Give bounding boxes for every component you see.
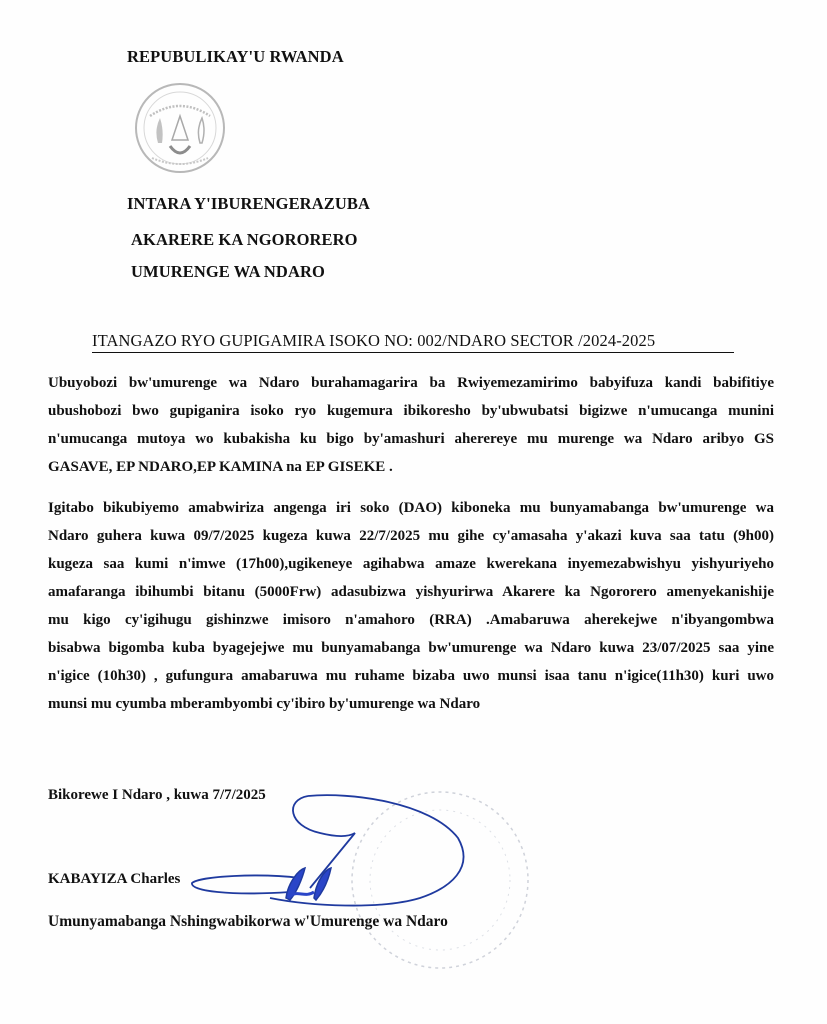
announcement-title: ITANGAZO RYO GUPIGAMIRA ISOKO NO: 002/NDARO SECTOR /2024-2025 [92,331,734,353]
republic-heading: REPUBULIKAY'U RWANDA [127,47,344,66]
paragraph-line: Igitabo bikubiyemo amabwiriza angenga iri soko (DAO) kiboneka mu bunyamabanga bw'umurenge wa [48,500,774,516]
district-heading: AKARERE KA NGORORERO [131,230,358,249]
province-heading: INTARA Y'IBURENGERAZUBA [127,194,370,213]
paragraph-line: n'umucanga mutoya wo kubakisha ku bigo by'amashuri aherereye mu murenge wa Ndaro aribyo GS [48,431,774,447]
place-and-date: Bikorewe I Ndaro , kuwa 7/7/2025 [48,787,266,803]
paragraph-line: mu kigo cy'igihugu gishinzwe imisoro n'amahoro (RRA) .Amabaruwa aherekejwe n'ibyangombwa [48,612,774,628]
paragraph-line: Ndaro guhera kuwa 09/7/2025 kugeza kuwa 22/7/2025 mu gihe cy'amasaha y'akazi kuva saa tatu (9h00) [48,528,774,544]
paragraph-line: Ubuyobozi bw'umurenge wa Ndaro burahamagarira ba Rwiyemezamirimo babyifuza kandi babifitiye [48,375,774,391]
paragraph-line: amafaranga ibihumbi bitanu (5000Frw) adasubizwa yishyurirwa Akarere ka Ngororero amenyekanishije [48,584,774,600]
paragraph-line: n'igice (10h30) , gufungura amabaruwa mu ruhame bizaba uwo munsi isaa tanu n'igice(11h30) kuri uwo [48,668,774,684]
paragraph-line: kugeza saa kumi n'imwe (17h00),ugikeneye agihabwa amaze kwerekana inyemezabwishyu yishyuriyeho [48,556,774,572]
rwanda-coat-of-arms-icon [130,78,230,178]
paragraph-tender-details [48,494,774,718]
paragraph-line: bisabwa bigomba kuba byagejejwe mu bunyamabanga bw'umurenge wa Ndaro kuwa 23/07/2025 saa yine [48,640,774,656]
sector-heading: UMURENGE WA NDARO [131,262,325,281]
signer-name: KABAYIZA Charles [48,871,181,887]
signature-icon [190,788,520,918]
paragraph-line: ubushobozi bwo gupiganira isoko ryo kugemura ibikoresho by'ubwubatsi bigizwe n'umucanga munini [48,403,774,419]
paragraph-tender-invitation [48,369,774,481]
paragraph-line: munsi mu cyumba mberambyombi cy'ibiro by'umurenge wa Ndaro [48,696,481,712]
paragraph-line: GASAVE, EP NDARO,EP KAMINA na EP GISEKE . [48,459,393,475]
signer-title: Umunyamabanga Nshingwabikorwa w'Umurenge wa Ndaro [48,913,448,930]
